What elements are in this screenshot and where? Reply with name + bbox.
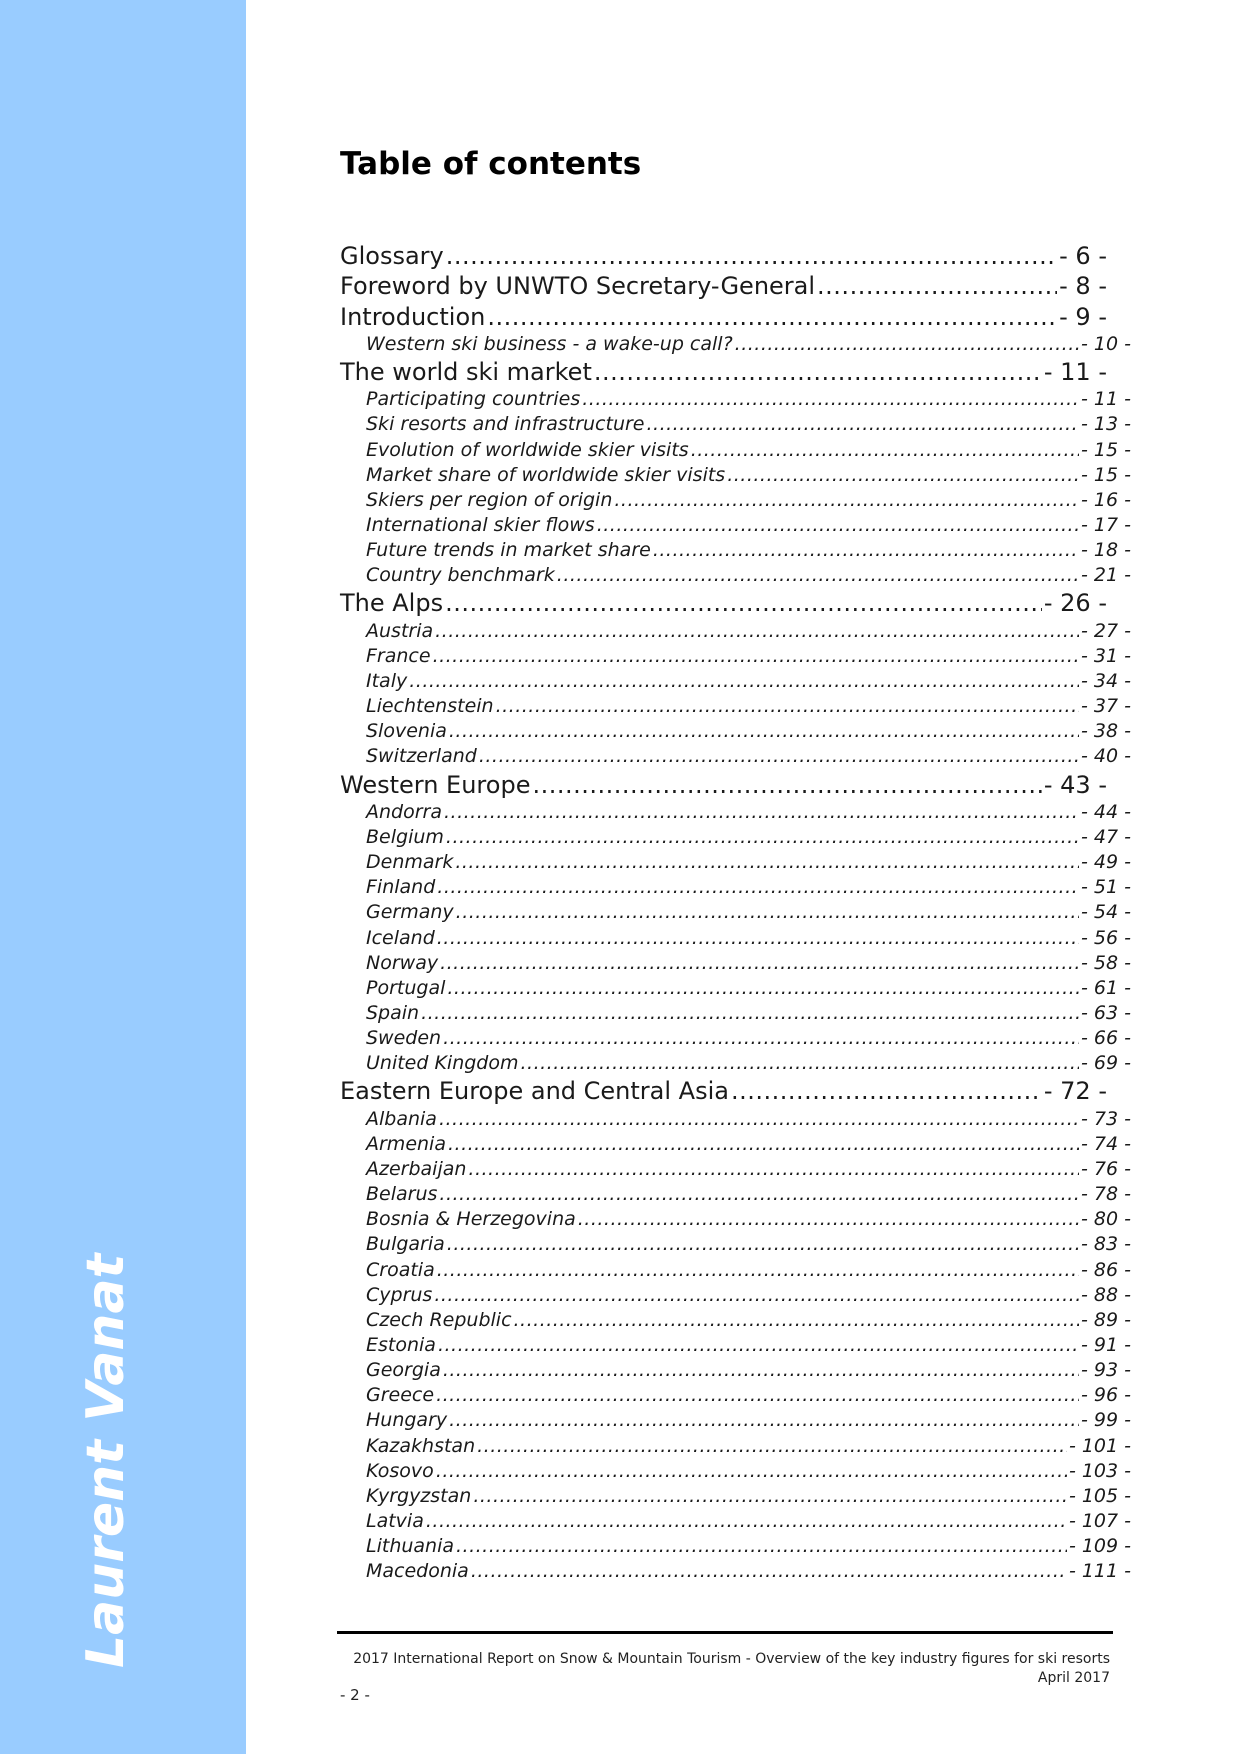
toc-entry-label: The Alps xyxy=(340,589,444,618)
toc-entry-label: Introduction xyxy=(340,302,486,331)
toc-dot-leader xyxy=(436,1460,1067,1482)
toc-dot-leader xyxy=(735,333,1079,355)
toc-entry-page: - 86 - xyxy=(1081,1258,1131,1281)
toc-dot-leader xyxy=(455,851,1079,873)
toc-entry-page: - 49 - xyxy=(1081,851,1131,874)
toc-entry-page: - 47 - xyxy=(1081,826,1131,849)
toc-entry-page: - 15 - xyxy=(1081,438,1131,461)
toc-entry-label: Kosovo xyxy=(366,1459,434,1482)
toc-dot-leader xyxy=(468,1158,1079,1180)
toc-entry-page: - 13 - xyxy=(1081,413,1131,436)
toc-entry-label: Skiers per region of origin xyxy=(366,488,613,511)
toc-subsection-entry[interactable] xyxy=(340,1485,1131,1510)
toc-entry-label: Bosnia & Herzegovina xyxy=(366,1208,576,1231)
toc-entry-page: - 105 - xyxy=(1068,1484,1131,1507)
toc-subsection-entry[interactable] xyxy=(340,1510,1131,1535)
toc-dot-leader xyxy=(439,1108,1079,1130)
toc-entry-page: - 6 - xyxy=(1059,242,1107,270)
toc-entry-label: Kyrgyzstan xyxy=(366,1484,472,1507)
toc-subsection-entry[interactable] xyxy=(340,514,1131,539)
toc-entry-page: - 44 - xyxy=(1081,800,1131,823)
toc-entry-page: - 89 - xyxy=(1081,1308,1131,1331)
toc-dot-leader xyxy=(434,1284,1079,1306)
toc-subsection-entry[interactable] xyxy=(340,801,1131,826)
toc-entry-label: Belarus xyxy=(366,1183,438,1206)
toc-subsection-entry[interactable] xyxy=(340,876,1131,901)
toc-subsection-entry[interactable] xyxy=(340,1002,1131,1027)
toc-dot-leader xyxy=(409,670,1079,692)
toc-entry-label: Czech Republic xyxy=(366,1308,512,1331)
toc-entry-page: - 26 - xyxy=(1043,589,1107,618)
toc-subsection-entry[interactable] xyxy=(340,489,1131,514)
toc-entry-label: Armenia xyxy=(366,1132,446,1155)
toc-subsection-entry[interactable] xyxy=(340,1027,1131,1052)
toc-dot-leader xyxy=(438,1334,1079,1356)
toc-entry-page: - 83 - xyxy=(1081,1233,1131,1256)
toc-entry-page: - 56 - xyxy=(1081,926,1131,949)
toc-section-entry[interactable] xyxy=(340,589,1131,619)
toc-entry-page: - 76 - xyxy=(1081,1158,1131,1181)
toc-entry-page: - 69 - xyxy=(1081,1052,1131,1075)
toc-entry-label: Evolution of worldwide skier visits xyxy=(366,438,689,461)
toc-dot-leader xyxy=(479,745,1079,767)
toc-section-entry[interactable] xyxy=(340,771,1131,801)
toc-entry-page: - 103 - xyxy=(1068,1459,1131,1482)
toc-section-entry[interactable] xyxy=(340,272,1131,302)
toc-dot-leader xyxy=(817,272,1057,300)
toc-entry-page: - 99 - xyxy=(1081,1409,1131,1432)
toc-subsection-entry[interactable] xyxy=(340,927,1131,952)
toc-subsection-entry[interactable] xyxy=(340,1208,1131,1233)
toc-subsection-entry[interactable] xyxy=(340,695,1131,720)
toc-subsection-entry[interactable] xyxy=(340,851,1131,876)
toc-entry-label: Country benchmark xyxy=(366,564,555,587)
toc-dot-leader xyxy=(437,927,1079,949)
toc-dot-leader xyxy=(653,539,1079,561)
toc-entry-label: Liechtenstein xyxy=(366,695,494,718)
toc-entry-page: - 54 - xyxy=(1081,901,1131,924)
toc-dot-leader xyxy=(446,826,1079,848)
toc-entry-label: Future trends in market share xyxy=(366,539,651,562)
toc-entry-label: Participating countries xyxy=(366,388,581,411)
toc-entry-page: - 91 - xyxy=(1081,1334,1131,1356)
toc-entry-label: Kazakhstan xyxy=(366,1434,476,1457)
toc-section-entry[interactable] xyxy=(340,242,1131,272)
toc-entry-page: - 93 - xyxy=(1081,1359,1131,1382)
toc-entry-label: Foreword by UNWTO Secretary-General xyxy=(340,272,816,301)
toc-entry-page: - 96 - xyxy=(1081,1384,1131,1407)
toc-entry-label: Azerbaijan xyxy=(366,1158,467,1181)
toc-entry-label: Iceland xyxy=(366,926,435,949)
toc-subsection-entry[interactable] xyxy=(340,1108,1131,1133)
toc-dot-leader xyxy=(447,1233,1079,1255)
page-title: Table of contents xyxy=(340,146,642,182)
toc-entry-page: - 107 - xyxy=(1068,1509,1131,1532)
toc-entry-page: - 40 - xyxy=(1081,745,1131,768)
toc-entry-label: Macedonia xyxy=(366,1560,469,1583)
toc-entry-label: Sweden xyxy=(366,1027,442,1050)
toc-entry-label: Andorra xyxy=(366,800,442,823)
toc-entry-page: - 17 - xyxy=(1081,514,1131,537)
toc-dot-leader xyxy=(731,1077,1042,1105)
toc-subsection-entry[interactable] xyxy=(340,826,1131,851)
toc-entry-label: Latvia xyxy=(366,1509,424,1532)
toc-section-entry[interactable] xyxy=(340,358,1131,388)
toc-entry-label: Denmark xyxy=(366,851,454,874)
toc-subsection-entry[interactable] xyxy=(340,1359,1131,1384)
toc-dot-leader xyxy=(449,1409,1079,1431)
toc-entry-page: - 74 - xyxy=(1081,1132,1131,1155)
toc-entry-page: - 15 - xyxy=(1081,463,1131,486)
toc-entry-label: Eastern Europe and Central Asia xyxy=(340,1077,729,1106)
toc-subsection-entry[interactable] xyxy=(340,720,1131,745)
toc-entry-page: - 10 - xyxy=(1081,332,1131,355)
toc-entry-page: - 11 - xyxy=(1081,388,1131,411)
toc-entry-page: - 58 - xyxy=(1081,951,1131,974)
toc-dot-leader xyxy=(614,489,1079,511)
toc-subsection-entry[interactable] xyxy=(340,1560,1131,1585)
author-name: Laurent Vanat xyxy=(76,1253,136,1668)
toc-dot-leader xyxy=(727,464,1079,486)
toc-entry-page: - 88 - xyxy=(1081,1283,1131,1306)
toc-entry-page: - 78 - xyxy=(1081,1183,1131,1206)
toc-dot-leader xyxy=(532,771,1041,799)
toc-subsection-entry[interactable] xyxy=(340,645,1131,670)
toc-subsection-entry[interactable] xyxy=(340,464,1131,489)
footer xyxy=(353,1650,1110,1688)
toc-dot-leader xyxy=(443,1027,1079,1049)
toc-entry-label: United Kingdom xyxy=(366,1052,519,1075)
toc-entry-label: Austria xyxy=(366,619,434,642)
toc-entry-label: Hungary xyxy=(366,1409,448,1432)
toc-entry-label: Belgium xyxy=(366,826,444,849)
toc-dot-leader xyxy=(436,1384,1079,1406)
toc-dot-leader xyxy=(440,952,1079,974)
toc-entry-page: - 61 - xyxy=(1081,976,1131,999)
toc-entry-page: - 111 - xyxy=(1068,1560,1131,1583)
toc-entry-page: - 31 - xyxy=(1081,644,1131,667)
toc-entry-label: France xyxy=(366,644,431,667)
toc-dot-leader xyxy=(433,645,1079,667)
toc-entry-label: International skier flows xyxy=(366,514,595,537)
toc-entry-label: Georgia xyxy=(366,1359,441,1382)
toc-entry-label: The world ski market xyxy=(340,358,592,387)
toc-entry-label: Finland xyxy=(366,876,436,899)
toc-dot-leader xyxy=(426,1510,1067,1532)
toc-subsection-entry[interactable] xyxy=(340,977,1131,1002)
toc-subsection-entry[interactable] xyxy=(340,1309,1131,1334)
toc-entry-label: Ski resorts and infrastructure xyxy=(366,413,645,436)
footer-divider xyxy=(337,1631,1113,1634)
toc-entry-page: - 109 - xyxy=(1068,1535,1131,1558)
toc-subsection-entry[interactable] xyxy=(340,439,1131,464)
toc-entry-label: Lithuania xyxy=(366,1535,455,1558)
toc-subsection-entry[interactable] xyxy=(340,1133,1131,1158)
toc-dot-leader xyxy=(578,1208,1079,1230)
toc-dot-leader xyxy=(443,1359,1079,1381)
toc-dot-leader xyxy=(647,413,1080,435)
toc-entry-label: Albania xyxy=(366,1107,437,1130)
toc-entry-page: - 27 - xyxy=(1081,619,1131,642)
page-number: - 2 - xyxy=(340,1686,370,1704)
toc-entry-label: Western ski business - a wake-up call? xyxy=(366,332,733,355)
toc-dot-leader xyxy=(521,1052,1080,1074)
toc-entry-label: Bulgaria xyxy=(366,1233,445,1256)
toc-subsection-entry[interactable] xyxy=(340,670,1131,695)
toc-dot-leader xyxy=(456,901,1079,923)
toc-subsection-entry[interactable] xyxy=(340,1183,1131,1208)
toc-subsection-entry[interactable] xyxy=(340,1409,1131,1434)
toc-dot-leader xyxy=(582,388,1079,410)
toc-entry-label: Greece xyxy=(366,1384,435,1407)
toc-subsection-entry[interactable] xyxy=(340,388,1131,413)
toc-dot-leader xyxy=(473,1485,1067,1507)
table-of-contents xyxy=(340,242,1131,1585)
toc-section-entry[interactable] xyxy=(340,303,1131,333)
toc-section-entry[interactable] xyxy=(340,1077,1131,1107)
toc-subsection-entry[interactable] xyxy=(340,539,1131,564)
toc-entry-page: - 72 - xyxy=(1043,1077,1107,1106)
toc-entry-page: - 16 - xyxy=(1081,488,1131,511)
toc-entry-label: Italy xyxy=(366,670,408,693)
toc-entry-page: - 21 - xyxy=(1081,564,1131,587)
toc-entry-page: - 34 - xyxy=(1081,670,1131,693)
toc-entry-label: Market share of worldwide skier visits xyxy=(366,463,726,486)
toc-dot-leader xyxy=(477,1435,1067,1457)
toc-dot-leader xyxy=(448,1133,1079,1155)
toc-dot-leader xyxy=(444,801,1079,823)
toc-entry-label: Germany xyxy=(366,901,454,924)
toc-entry-label: Slovenia xyxy=(366,720,447,743)
toc-dot-leader xyxy=(421,1002,1079,1024)
toc-subsection-entry[interactable] xyxy=(340,745,1131,770)
toc-dot-leader xyxy=(594,358,1042,386)
toc-entry-label: Norway xyxy=(366,951,439,974)
toc-entry-page: - 37 - xyxy=(1081,695,1131,718)
toc-dot-leader xyxy=(456,1535,1067,1557)
toc-entry-page: - 11 - xyxy=(1043,358,1107,387)
toc-entry-page: - 9 - xyxy=(1059,302,1107,331)
toc-entry-label: Croatia xyxy=(366,1258,435,1281)
toc-dot-leader xyxy=(435,620,1079,642)
toc-entry-page: - 8 - xyxy=(1059,272,1107,301)
toc-subsection-entry[interactable] xyxy=(340,952,1131,977)
toc-entry-label: Portugal xyxy=(366,976,446,999)
toc-subsection-entry[interactable] xyxy=(340,1435,1131,1460)
toc-subsection-entry[interactable] xyxy=(340,1460,1131,1485)
sidebar-band xyxy=(0,0,246,1754)
toc-entry-page: - 43 - xyxy=(1043,770,1107,799)
toc-dot-leader xyxy=(447,977,1079,999)
toc-entry-page: - 80 - xyxy=(1081,1208,1131,1231)
toc-dot-leader xyxy=(437,876,1079,898)
toc-dot-leader xyxy=(437,1259,1079,1281)
toc-entry-page: - 51 - xyxy=(1081,876,1131,899)
toc-entry-label: Spain xyxy=(366,1002,420,1025)
toc-subsection-entry[interactable] xyxy=(340,1158,1131,1183)
toc-dot-leader xyxy=(449,720,1079,742)
toc-dot-leader xyxy=(597,514,1079,536)
toc-subsection-entry[interactable] xyxy=(340,1384,1131,1409)
toc-subsection-entry[interactable] xyxy=(340,901,1131,926)
toc-dot-leader xyxy=(691,439,1079,461)
toc-subsection-entry[interactable] xyxy=(340,1535,1131,1560)
toc-subsection-entry[interactable] xyxy=(340,1052,1131,1077)
toc-subsection-entry[interactable] xyxy=(340,333,1131,358)
toc-subsection-entry[interactable] xyxy=(340,1233,1131,1258)
toc-dot-leader xyxy=(446,242,1057,270)
footer-date: April 2017 xyxy=(1037,1670,1110,1686)
toc-entry-page: - 18 - xyxy=(1081,539,1131,562)
toc-dot-leader xyxy=(557,564,1079,586)
toc-entry-page: - 38 - xyxy=(1081,720,1131,743)
toc-subsection-entry[interactable] xyxy=(340,413,1131,438)
toc-entry-page: - 66 - xyxy=(1081,1027,1131,1050)
toc-entry-label: Switzerland xyxy=(366,745,477,768)
toc-subsection-entry[interactable] xyxy=(340,1259,1131,1284)
toc-entry-label: Western Europe xyxy=(340,770,531,799)
toc-dot-leader xyxy=(439,1183,1079,1205)
toc-entry-page: - 73 - xyxy=(1081,1107,1131,1130)
toc-entry-label: Glossary xyxy=(340,242,444,270)
toc-subsection-entry[interactable] xyxy=(340,564,1131,589)
toc-dot-leader xyxy=(445,589,1042,617)
toc-subsection-entry[interactable] xyxy=(340,1284,1131,1309)
toc-subsection-entry[interactable] xyxy=(340,620,1131,645)
toc-dot-leader xyxy=(496,695,1079,717)
toc-dot-leader xyxy=(487,303,1057,331)
toc-dot-leader xyxy=(471,1560,1067,1582)
toc-dot-leader xyxy=(514,1309,1080,1331)
toc-entry-page: - 63 - xyxy=(1081,1002,1131,1025)
footer-report-title: 2017 International Report on Snow & Mountain Tourism - Overview of the key industry figures for ski resorts xyxy=(353,1651,1110,1667)
toc-entry-label: Cyprus xyxy=(366,1283,433,1306)
toc-entry-page: - 101 - xyxy=(1068,1434,1131,1457)
toc-subsection-entry[interactable] xyxy=(340,1334,1131,1359)
toc-entry-label: Estonia xyxy=(366,1334,436,1356)
